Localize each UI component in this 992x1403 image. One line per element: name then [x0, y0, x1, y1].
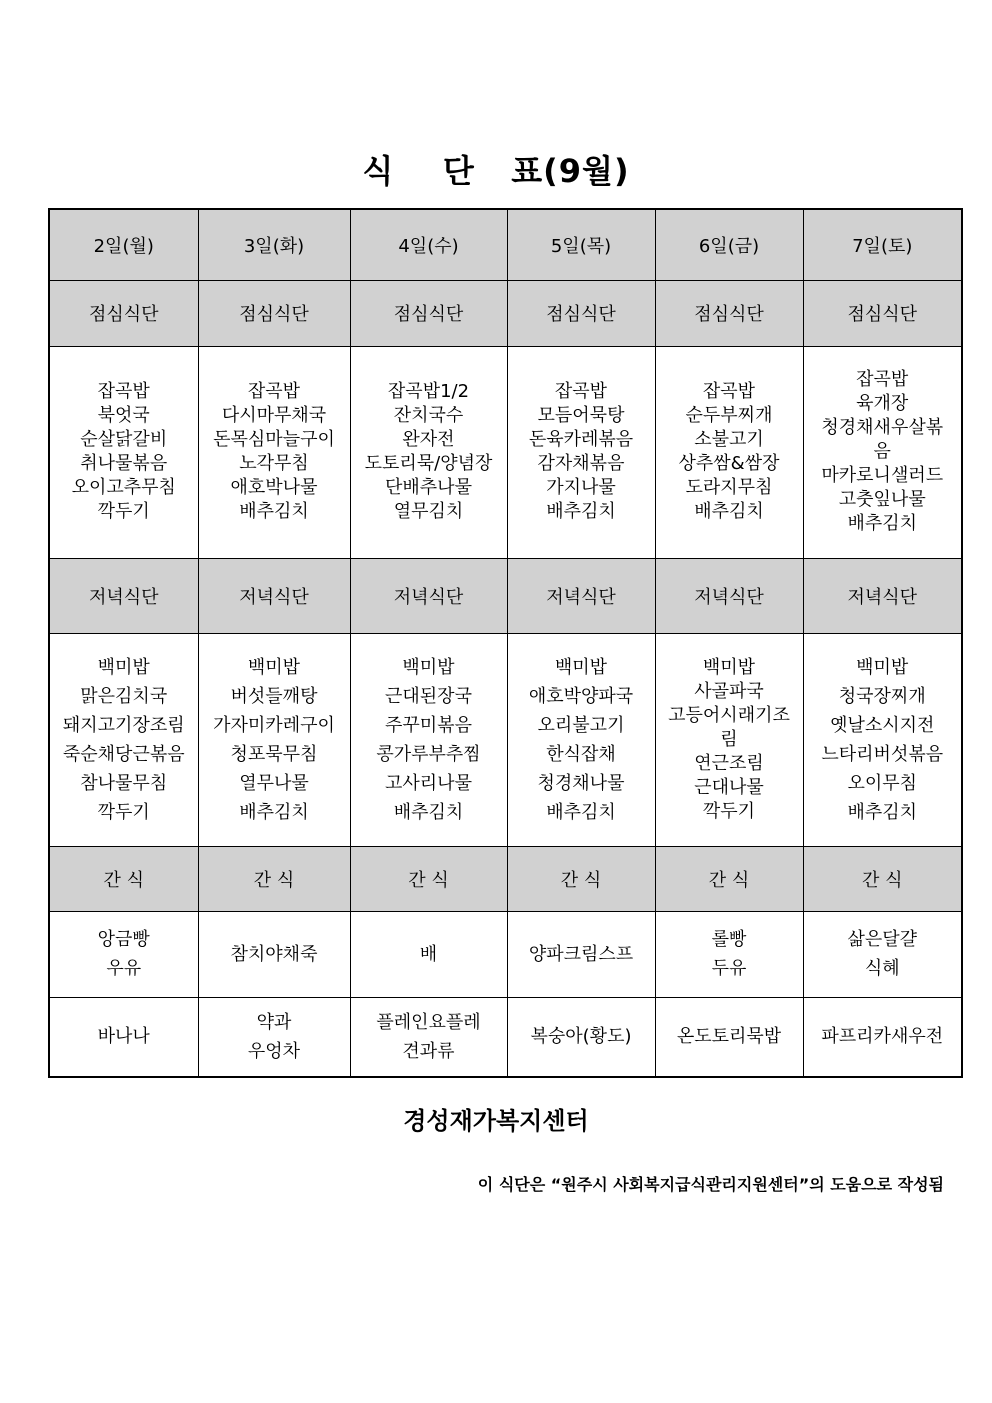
menu-item: 청포묵무침 [230, 743, 318, 765]
menu-item: 애호박나물 [230, 477, 318, 498]
menu-item: 순살닭갈비 [80, 429, 168, 450]
dinner-menu-cell [803, 633, 962, 846]
dinner-menu-cell [49, 633, 198, 846]
menu-item: 청국장찌개 [838, 685, 926, 707]
menu-item: 견과류 [402, 1040, 455, 1062]
menu-item: 파프리카새우전 [821, 1026, 944, 1048]
dinner-label-cell: 저녁식단 [350, 558, 507, 633]
menu-item: 가자미카레구이 [213, 714, 335, 736]
dinner-label-cell: 저녁식단 [803, 558, 962, 633]
menu-item: 롤빵 [711, 929, 747, 950]
menu-item: 완자전 [402, 429, 455, 450]
snack-label-cell: 간 식 [49, 846, 198, 911]
menu-item: 돈육카레볶음 [528, 429, 634, 450]
snack-menu-cell [655, 911, 803, 997]
footer-note: 이 식단은 “원주시 사회복지급식관리지원센터”의 도움으로 작성됨 [477, 1175, 944, 1194]
menu-item: 상추쌈&쌈장 [678, 453, 780, 474]
menu-item: 오이고추무침 [71, 477, 176, 498]
menu-item: 배추김치 [239, 801, 309, 823]
dinner-label-cell: 저녁식단 [49, 558, 198, 633]
menu-item: 돼지고기장조림 [62, 714, 185, 736]
dinner-menu-cell [350, 633, 507, 846]
menu-item: 음 [873, 441, 891, 462]
menu-item: 잡곡밥 [554, 381, 608, 402]
snack-menu-cell [350, 997, 507, 1077]
menu-item: 오이무침 [847, 772, 918, 794]
menu-item: 백미밥 [856, 656, 909, 678]
menu-item: 도라지무침 [685, 477, 773, 498]
dinner-label-cell: 저녁식단 [507, 558, 655, 633]
menu-item: 청경채나물 [537, 772, 625, 794]
snack-label-cell: 간 식 [655, 846, 803, 911]
snack-menu-cell [198, 997, 350, 1077]
lunch-menu-row [49, 346, 962, 558]
snack-menu-cell [803, 911, 962, 997]
menu-item: 백미밥 [702, 656, 756, 678]
dinner-menu-cell [655, 633, 803, 846]
menu-item: 잔치국수 [393, 405, 464, 426]
menu-table [48, 208, 963, 1078]
day-header-cell: 2일(월) [49, 209, 198, 280]
day-header-cell: 4일(수) [350, 209, 507, 280]
menu-item: 버섯들깨탕 [230, 685, 318, 707]
snack-label-cell: 간 식 [507, 846, 655, 911]
snack-menu-cell [803, 997, 962, 1077]
menu-item: 배추김치 [694, 501, 764, 522]
menu-item: 배추김치 [393, 801, 464, 823]
dinner-menu-cell [198, 633, 350, 846]
menu-item: 백미밥 [97, 656, 150, 678]
menu-item: 청경채새우살볶 [821, 417, 944, 438]
lunch-label-cell: 점심식단 [350, 280, 507, 346]
day-header-cell: 5일(목) [507, 209, 655, 280]
menu-item: 주꾸미볶음 [385, 714, 472, 736]
menu-item: 순두부찌개 [685, 405, 773, 426]
menu-item: 깍두기 [97, 501, 150, 522]
lunch-menu-cell [49, 346, 198, 558]
menu-item: 림 [720, 728, 738, 750]
menu-item: 단배추나물 [385, 477, 472, 498]
menu-item: 두유 [711, 958, 747, 979]
day-header-row [49, 209, 962, 280]
lunch-menu-cell [655, 346, 803, 558]
menu-item: 열무김치 [393, 501, 464, 522]
day-header-cell: 6일(금) [655, 209, 803, 280]
menu-item: 북엇국 [97, 405, 150, 426]
menu-item: 앙금빵 [97, 929, 150, 950]
menu-item: 배추김치 [847, 801, 918, 823]
menu-item: 삶은달걀 [847, 929, 918, 950]
menu-item: 식혜 [864, 958, 900, 979]
menu-item: 죽순채당근볶음 [62, 743, 185, 765]
snack-menu-cell [507, 911, 655, 997]
menu-item: 오리불고기 [537, 714, 625, 736]
menu-item: 도토리묵/양념장 [364, 453, 493, 474]
menu-item: 근대된장국 [385, 685, 472, 707]
center-name: 경성재가복지센터 [403, 1107, 589, 1135]
menu-item: 잡곡밥 [247, 381, 301, 402]
snack-label-cell: 간 식 [803, 846, 962, 911]
menu-item: 연근조림 [694, 752, 764, 774]
snack-menu-row-1 [49, 911, 962, 997]
menu-item: 근대나물 [694, 776, 764, 798]
lunch-label-cell: 점심식단 [507, 280, 655, 346]
menu-item: 한식잡채 [546, 743, 616, 765]
dinner-label-cell: 저녁식단 [655, 558, 803, 633]
menu-item: 마카로니샐러드 [821, 465, 944, 486]
menu-item: 깍두기 [97, 801, 150, 823]
dinner-label-row [49, 558, 962, 633]
menu-item: 느타리버섯볶음 [821, 743, 944, 765]
snack-label-row [49, 846, 962, 911]
menu-item: 참치야채죽 [230, 943, 318, 965]
snack-menu-cell [198, 911, 350, 997]
menu-item: 우유 [106, 958, 142, 979]
menu-item: 약과 [256, 1011, 292, 1033]
lunch-label-row [49, 280, 962, 346]
menu-item: 고등어시래기조 [668, 704, 790, 726]
dinner-label-cell: 저녁식단 [198, 558, 350, 633]
menu-item: 감자채볶음 [537, 453, 625, 474]
menu-item: 애호박양파국 [528, 685, 634, 707]
lunch-menu-cell [803, 346, 962, 558]
menu-item: 잡곡밥1/2 [387, 381, 470, 402]
snack-menu-cell [49, 997, 198, 1077]
menu-item: 다시마무채국 [221, 405, 327, 426]
page-title: 식 단 표(9월) [362, 152, 630, 190]
menu-item: 플레인요플레 [376, 1011, 481, 1033]
lunch-menu-cell [507, 346, 655, 558]
snack-menu-row-2 [49, 997, 962, 1077]
menu-item: 돈목심마늘구이 [213, 429, 335, 450]
menu-item: 배추김치 [847, 513, 918, 534]
lunch-menu-cell [350, 346, 507, 558]
snack-label-cell: 간 식 [198, 846, 350, 911]
menu-item: 배추김치 [239, 501, 309, 522]
menu-item: 우엉차 [247, 1040, 301, 1062]
menu-item: 콩가루부추찜 [376, 743, 481, 765]
lunch-label-cell: 점심식단 [803, 280, 962, 346]
menu-item: 잡곡밥 [702, 381, 756, 402]
menu-item: 복숭아(황도) [530, 1026, 632, 1048]
lunch-label-cell: 점심식단 [655, 280, 803, 346]
menu-item: 소불고기 [694, 429, 764, 450]
menu-item: 양파크림스프 [528, 943, 634, 965]
lunch-label-cell: 점심식단 [198, 280, 350, 346]
snack-menu-cell [655, 997, 803, 1077]
snack-menu-cell [507, 997, 655, 1077]
menu-item: 백미밥 [402, 656, 455, 678]
lunch-label-cell: 점심식단 [49, 280, 198, 346]
menu-item: 고사리나물 [385, 772, 472, 794]
menu-item: 가지나물 [546, 477, 616, 498]
menu-item: 고춧잎나물 [838, 489, 926, 510]
day-header-cell: 3일(화) [198, 209, 350, 280]
menu-item: 배추김치 [546, 801, 616, 823]
snack-label-cell: 간 식 [350, 846, 507, 911]
menu-item: 배 [419, 943, 438, 965]
menu-item: 옛날소시지전 [830, 714, 935, 736]
menu-item: 배추김치 [546, 501, 616, 522]
day-header-cell: 7일(토) [803, 209, 962, 280]
snack-menu-cell [350, 911, 507, 997]
menu-item: 깍두기 [702, 800, 756, 822]
dinner-menu-row [49, 633, 962, 846]
menu-item: 백미밥 [554, 656, 608, 678]
menu-item: 취나물볶음 [80, 453, 168, 474]
menu-item: 온도토리묵밥 [676, 1026, 782, 1048]
dinner-menu-cell [507, 633, 655, 846]
menu-item: 사골파국 [694, 680, 764, 702]
menu-item: 노각무침 [239, 453, 309, 474]
menu-item: 열무나물 [239, 772, 309, 794]
lunch-menu-cell [198, 346, 350, 558]
menu-item: 잡곡밥 [97, 381, 150, 402]
menu-item: 잡곡밥 [856, 369, 909, 390]
menu-item: 참나물무침 [80, 772, 168, 794]
menu-item: 맑은김치국 [80, 685, 168, 707]
snack-menu-cell [49, 911, 198, 997]
menu-item: 바나나 [97, 1026, 150, 1048]
menu-item: 모듬어묵탕 [537, 405, 625, 426]
menu-item: 육개장 [856, 393, 909, 414]
menu-item: 백미밥 [247, 656, 301, 678]
